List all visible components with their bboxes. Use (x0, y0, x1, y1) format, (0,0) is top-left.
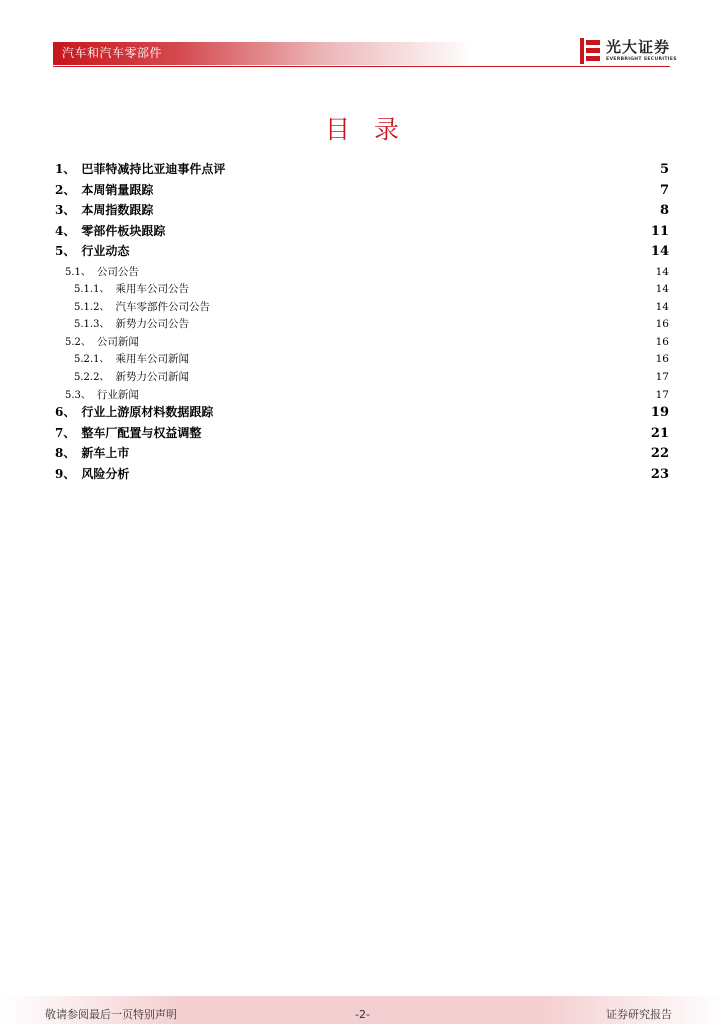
toc-page: 19 (650, 405, 669, 421)
toc-entry[interactable] (55, 181, 669, 202)
toc-entry[interactable] (55, 368, 669, 386)
toc-text: 公司新闻 (96, 335, 139, 348)
toc-number: 3、 (55, 203, 76, 217)
toc-text: 风险分析 (81, 466, 130, 481)
toc-number: 7、 (55, 425, 76, 440)
toc-text: 行业动态 (81, 244, 130, 258)
toc-number: 5、 (55, 244, 76, 258)
toc-number: 5.1.2、 (74, 301, 110, 313)
header-rule (53, 66, 670, 67)
toc-text: 行业新闻 (96, 388, 139, 401)
header-section-title: 汽车和汽车零部件 (62, 46, 163, 60)
toc-text: 公司公告 (96, 265, 139, 278)
toc-page: 21 (650, 425, 669, 441)
toc-page: 16 (655, 353, 669, 366)
toc-text: 新势力公司新闻 (115, 371, 189, 384)
toc-page: 17 (655, 388, 669, 401)
toc-entry[interactable] (55, 386, 669, 404)
toc-text: 整车厂配置与权益调整 (81, 425, 202, 440)
toc-text: 新车上市 (81, 446, 130, 461)
toc-entry[interactable] (55, 333, 669, 351)
footer-disclaimer: 敬请参阅最后一页特别声明 (45, 1008, 177, 1021)
toc-page: 14 (655, 283, 669, 296)
logo-text: 光大证券 (606, 38, 671, 56)
toc-text: 本周销量跟踪 (81, 182, 154, 197)
toc-page: 17 (655, 371, 669, 384)
toc-entry[interactable] (55, 403, 669, 424)
toc-page: 5 (659, 162, 669, 177)
toc-number: 5.2.1、 (74, 354, 110, 366)
toc-entry[interactable] (55, 315, 669, 333)
toc-entry[interactable] (55, 424, 669, 445)
toc-entry[interactable] (55, 465, 669, 486)
toc-number: 5.1、 (65, 266, 91, 278)
toc-entry[interactable] (55, 160, 669, 181)
page-title: 目录 (324, 115, 423, 144)
toc-text: 本周指数跟踪 (81, 203, 154, 217)
toc-entry[interactable] (55, 222, 669, 243)
toc-text: 零部件板块跟踪 (81, 223, 166, 238)
toc-number: 5.1.3、 (74, 319, 110, 331)
toc-number: 8、 (55, 446, 76, 461)
toc-page: 16 (655, 318, 669, 331)
footer-report-type: 证券研究报告 (606, 1008, 672, 1021)
toc-number: 5.2.2、 (74, 372, 110, 384)
toc-page: 14 (655, 300, 669, 313)
toc-text: 行业上游原材料数据跟踪 (81, 405, 214, 420)
toc-entry[interactable] (55, 350, 669, 368)
toc-number: 2、 (55, 182, 76, 197)
toc-entry[interactable] (55, 263, 669, 281)
toc-page: 14 (650, 244, 669, 259)
toc-text: 新势力公司公告 (115, 318, 189, 331)
toc-entry[interactable] (55, 444, 669, 465)
toc-page: 23 (650, 466, 669, 482)
toc-number: 1、 (55, 162, 76, 176)
toc-text: 巴菲特减持比亚迪事件点评 (81, 162, 226, 176)
toc-number: 4、 (55, 223, 76, 238)
toc-number: 5.2、 (65, 336, 91, 348)
toc-entry[interactable] (55, 242, 669, 263)
toc-page: 8 (659, 203, 669, 218)
toc-number: 5.1.1、 (74, 284, 110, 296)
toc-page: 11 (650, 223, 669, 239)
toc-text: 乘用车公司新闻 (115, 353, 189, 366)
logo-english-text: EVERBRIGHT SECURITIES (606, 57, 677, 62)
page-number: -2- (355, 1008, 370, 1021)
everbright-logo-icon (580, 38, 602, 64)
toc-entry[interactable] (55, 280, 669, 298)
table-of-contents (55, 160, 669, 485)
toc-page: 22 (650, 446, 669, 462)
toc-number: 6、 (55, 405, 76, 420)
toc-text: 乘用车公司公告 (115, 283, 189, 296)
toc-page: 14 (655, 265, 669, 278)
toc-number: 9、 (55, 466, 76, 481)
toc-text: 汽车零部件公司公告 (115, 300, 210, 313)
toc-number: 5.3、 (65, 389, 91, 401)
toc-entry[interactable] (55, 201, 669, 222)
toc-entry[interactable] (55, 298, 669, 316)
toc-page: 16 (655, 335, 669, 348)
toc-page: 7 (659, 182, 669, 198)
